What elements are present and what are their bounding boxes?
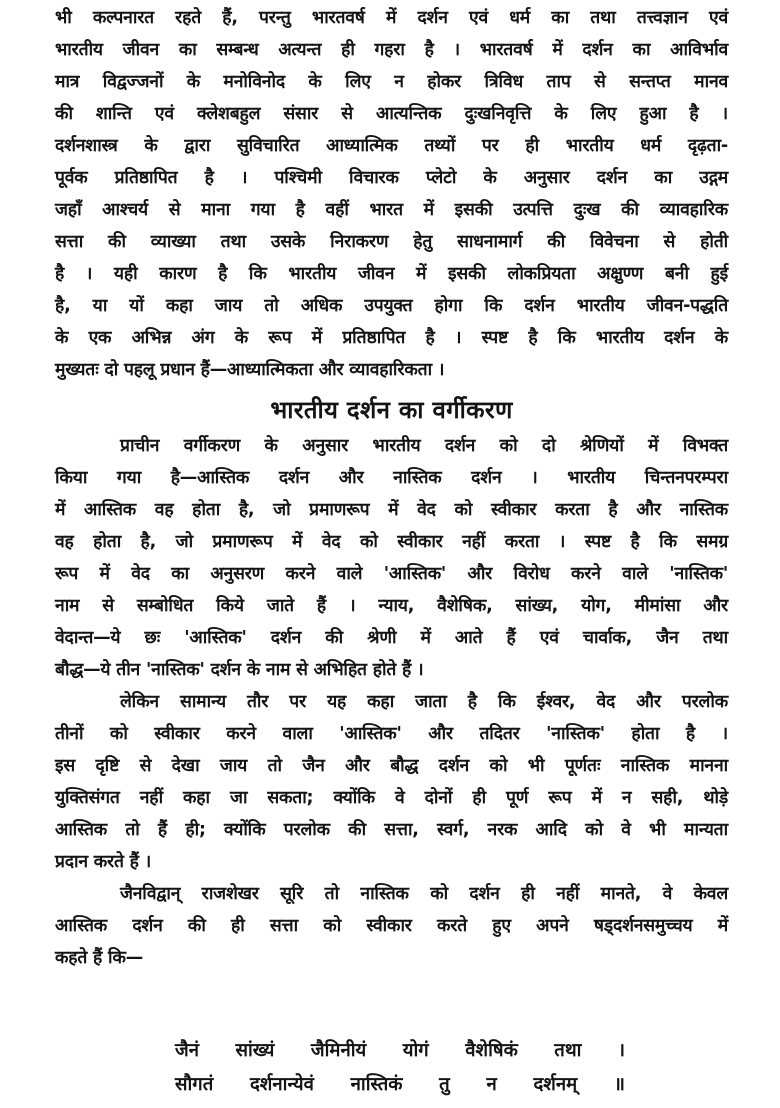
sanskrit-verse — [175, 1034, 625, 1102]
text-line: युक्तिसंगत नहीं कहा जा सकता; क्योंकि वे दोनों ही पूर्ण रूप में न सही, थोड़े — [55, 788, 728, 808]
text-line: आस्तिक तो हैं ही; क्योंकि परलोक की सत्ता, स्वर्ग, नरक आदि को वे भी मान्यता — [55, 820, 728, 840]
paragraph-intro — [55, 2, 728, 386]
document-page — [55, 2, 728, 974]
text-line: कहते हैं कि— — [55, 948, 144, 968]
text-line: रूप में वेद का अनुसरण करने वाले 'आस्तिक' और विरोध करने वाले 'नास्तिक' — [55, 564, 728, 584]
text-line: किया गया है—आस्तिक दर्शन और नास्तिक दर्शन । भारतीय चिन्तनपरम्परा — [55, 468, 728, 488]
text-line: भारतीय जीवन का सम्बन्ध अत्यन्त ही गहरा है । भारतवर्ष में दर्शन का आविर्भाव — [55, 40, 728, 60]
text-line: भी कल्पनारत रहते हैं, परन्तु भारतवर्ष में दर्शन एवं धर्म का तथा तत्त्वज्ञान एवं — [55, 8, 728, 28]
text-line: सत्ता की व्याख्या तथा उसके निराकरण हेतु साधनामार्ग की विवेचना से होती — [55, 232, 728, 252]
text-line: में आस्तिक वह होता है, जो प्रमाणरूप में वेद को स्वीकार करता है और नास्तिक — [55, 500, 728, 520]
text-line: जैनविद्वान् राजशेखर सूरि तो नास्तिक को दर्शन ही नहीं मानते, वे केवल — [120, 884, 729, 904]
text-line: वह होता है, जो प्रमाणरूप में वेद को स्वीकार नहीं करता । स्पष्ट है कि समग्र — [55, 532, 728, 552]
text-line: बौद्ध—ये तीन 'नास्तिक' दर्शन के नाम से अभिहित होते हैं । — [55, 660, 424, 680]
text-line: लेकिन सामान्य तौर पर यह कहा जाता है कि ईश्वर, वेद और परलोक — [120, 692, 728, 712]
paragraph-rajashekhara — [55, 878, 728, 974]
text-line: मुख्यतः दो पहलू प्रधान हैं—आध्यात्मिकता और व्यावहारिकता । — [55, 360, 445, 380]
text-line: प्रदान करते हैं । — [55, 852, 152, 872]
text-line: नाम से सम्बोधित किये जाते हैं । न्याय, वैशेषिक, सांख्य, योग, मीमांसा और — [55, 596, 728, 616]
text-line: वेदान्त—ये छः 'आस्तिक' दर्शन की श्रेणी में आते हैं एवं चार्वाक, जैन तथा — [55, 628, 728, 648]
paragraph-general-view — [55, 686, 728, 878]
paragraph-classification — [55, 430, 728, 686]
verse-line: जैनं सांख्यं जैमिनीयं योगं वैशेषिकं तथा । — [175, 1040, 625, 1061]
text-line: है, या यों कहा जाय तो अधिक उपयुक्त होगा कि दर्शन भारतीय जीवन-पद्धति — [55, 296, 728, 316]
text-line: तीनों को स्वीकार करने वाला 'आस्तिक' और तदितर 'नास्तिक' होता है । — [55, 724, 728, 744]
text-line: मात्र विद्वज्जनों के मनोविनोद के लिए न होकर त्रिविध ताप से सन्तप्त मानव — [55, 72, 728, 92]
text-line: जहाँ आश्चर्य से माना गया है वहीं भारत में इसकी उत्पत्ति दुःख की व्यावहारिक — [55, 200, 728, 220]
text-line: है । यही कारण है कि भारतीय जीवन में इसकी लोकप्रियता अक्षुण्ण बनी हुई — [55, 264, 728, 284]
text-line: की शान्ति एवं क्लेशबहुल संसार से आत्यन्तिक दुःखनिवृत्ति के लिए हुआ है । — [55, 104, 728, 124]
text-line: दर्शनशास्त्र के द्वारा सुविचारित आध्यात्मिक तथ्यों पर ही भारतीय धर्म दृढ़ता- — [55, 136, 728, 156]
text-line: प्राचीन वर्गीकरण के अनुसार भारतीय दर्शन को दो श्रेणियों में विभक्त — [120, 436, 728, 456]
text-line: आस्तिक दर्शन की ही सत्ता को स्वीकार करते हुए अपने षड्दर्शनसमुच्चय में — [55, 916, 728, 936]
text-line: के एक अभिन्न अंग के रूप में प्रतिष्ठापित है । स्पष्ट है कि भारतीय दर्शन के — [55, 328, 728, 348]
text-line: इस दृष्टि से देखा जाय तो जैन और बौद्ध दर्शन को भी पूर्णतः नास्तिक मानना — [55, 756, 728, 776]
text-line: पूर्वक प्रतिष्ठापित है । पश्चिमी विचारक प्लेटो के अनुसार दर्शन का उद्गम — [55, 168, 728, 188]
verse-line: सौगतं दर्शनान्येवं नास्तिकं तु न दर्शनम् ॥ — [175, 1074, 625, 1095]
section-heading: भारतीय दर्शन का वर्गीकरण — [270, 396, 513, 424]
